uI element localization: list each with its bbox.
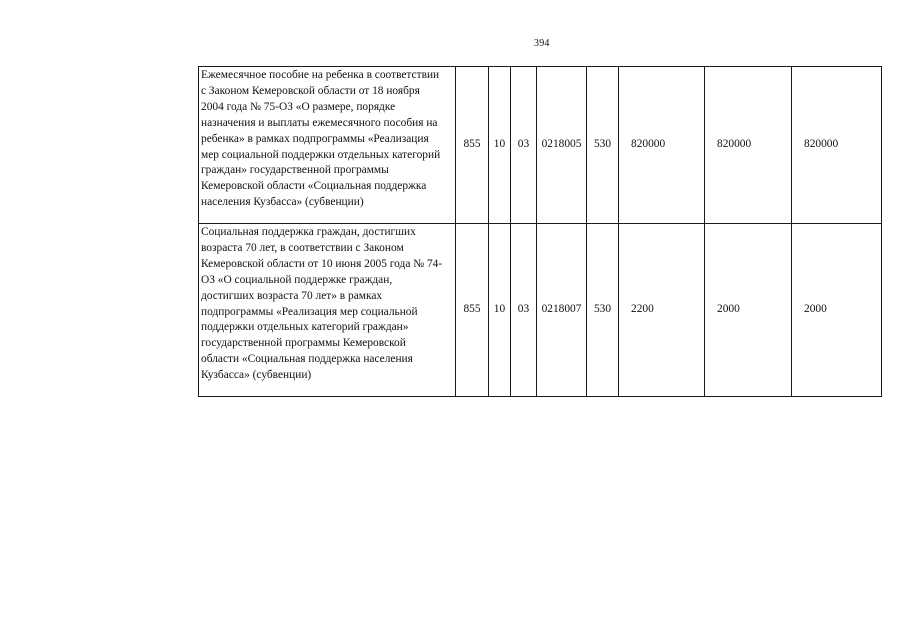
section-code-cell: 10 — [489, 67, 511, 224]
ministry-code-cell: 855 — [456, 67, 489, 224]
expense-type-cell: 530 — [587, 224, 619, 397]
description-line: достигших возраста 70 лет» в рамках — [201, 289, 383, 302]
amount-cell-2: 2000 — [705, 224, 792, 397]
description-line: ребенка» в рамках подпрограммы «Реализация — [201, 132, 429, 145]
table-row — [199, 67, 882, 224]
description-line: ОЗ «О социальной поддержке граждан, — [201, 273, 393, 286]
budget-table — [198, 66, 882, 397]
description-line: Социальная поддержка граждан, достигших — [201, 226, 416, 238]
row-description — [199, 67, 456, 224]
row-description — [199, 224, 456, 397]
description-line: назначения и выплаты ежемесячного пособия на — [201, 116, 438, 129]
amount-cell-3: 2000 — [792, 224, 882, 397]
subsection-code-cell: 03 — [511, 67, 537, 224]
description-line: Ежемесячное пособие на ребенка в соответствии — [201, 69, 440, 81]
description-line: с Законом Кемеровской области от 18 ноября — [201, 84, 420, 97]
description-line: Кемеровской области от 10 июня 2005 года № 74- — [201, 257, 443, 270]
amount-cell-1: 820000 — [619, 67, 705, 224]
amount-cell-3: 820000 — [792, 67, 882, 224]
description-line: Кемеровской области «Социальная поддержка — [201, 180, 427, 193]
description-line: 2004 года № 75-ОЗ «О размере, порядке — [201, 100, 396, 113]
description-line: населения Кузбасса» (субвенции) — [201, 196, 364, 209]
description-line: мер социальной поддержки отдельных категорий — [201, 148, 441, 161]
description-line: государственной программы Кемеровской — [201, 337, 406, 350]
target-article-cell: 0218007 — [537, 224, 587, 397]
page-number: 394 — [534, 38, 550, 49]
ministry-code-cell: 855 — [456, 224, 489, 397]
description-line: области «Социальная поддержка населения — [201, 353, 413, 366]
section-code-cell: 10 — [489, 224, 511, 397]
expense-type-cell: 530 — [587, 67, 619, 224]
subsection-code-cell: 03 — [511, 224, 537, 397]
amount-cell-2: 820000 — [705, 67, 792, 224]
description-line: поддержки отдельных категорий граждан» — [201, 321, 409, 334]
description-line: подпрограммы «Реализация мер социальной — [201, 305, 418, 318]
target-article-cell: 0218005 — [537, 67, 587, 224]
amount-cell-1: 2200 — [619, 224, 705, 397]
description-line: Кузбасса» (субвенции) — [201, 369, 312, 382]
description-line: возраста 70 лет, в соответствии с Законом — [201, 241, 404, 254]
table-row — [199, 224, 882, 397]
description-line: граждан» государственной программы — [201, 164, 389, 177]
